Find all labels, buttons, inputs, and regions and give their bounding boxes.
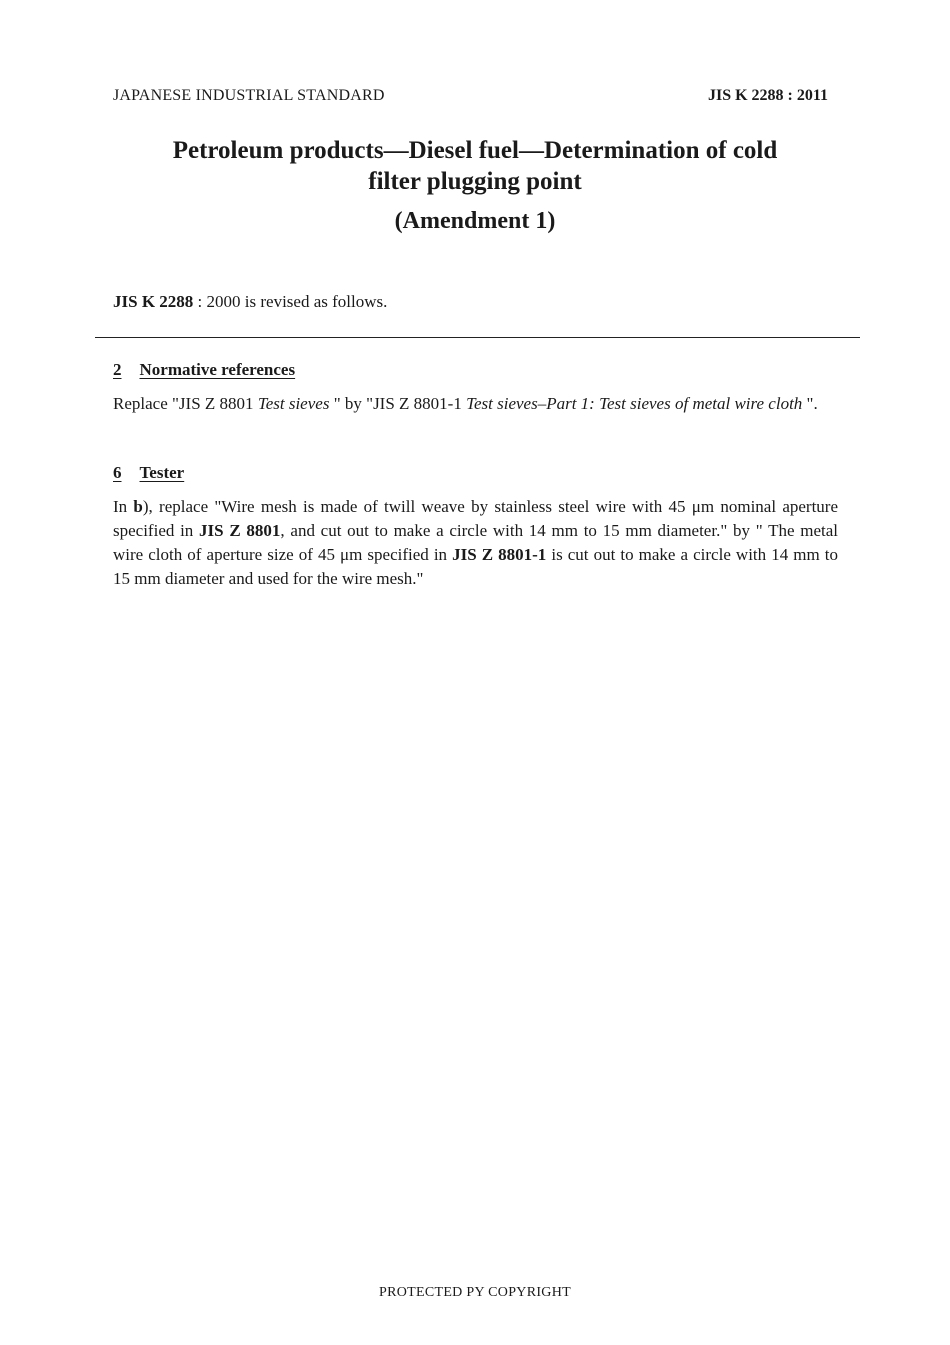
section-text-run: ".: [802, 394, 818, 413]
title-line-2: filter plugging point: [368, 168, 582, 195]
revision-intro: [113, 292, 387, 312]
section-text-run: JIS Z 8801-1: [452, 545, 547, 564]
section-text-run: , and cut out to make a circle with 14 mm to 15 mm diameter." by " The metal wire cloth of aperture size of 45 μm specified in: [113, 521, 838, 564]
amendment-label: (Amendment 1): [394, 208, 556, 234]
section-heading: [113, 463, 838, 483]
section-number: 6: [113, 463, 122, 482]
horizontal-divider: [95, 337, 860, 338]
section-title: Tester: [139, 463, 185, 482]
section-title: Normative references: [139, 360, 296, 379]
section-text-run: In: [113, 497, 134, 516]
copyright-footer: PROTECTED PY COPYRIGHT: [379, 1285, 571, 1300]
section-text-run: Replace "JIS Z 8801: [113, 394, 258, 413]
section-text-run: ), replace "Wire mesh is made of twill weave by stainless steel wire with 45 μm nominal aperture specified in: [113, 497, 838, 540]
section-body: [113, 495, 838, 591]
section-body: [113, 392, 838, 416]
section-text-run: Test sieves–Part 1: Test sieves of metal wire cloth: [466, 394, 803, 413]
intro-standard: JIS K 2288: [113, 292, 194, 311]
standard-type-header: JAPANESE INDUSTRIAL STANDARD: [113, 87, 385, 104]
section-number: 2: [113, 360, 122, 379]
section-heading: [113, 360, 838, 380]
section-text-run: Test sieves: [257, 394, 330, 413]
section-text-run: " by "JIS Z 8801-1: [329, 394, 467, 413]
intro-text: : 2000 is revised as follows.: [193, 292, 388, 311]
section-text-run: JIS Z 8801: [199, 521, 281, 540]
section-tester: [113, 463, 838, 591]
section-text-run: is cut out to make a circle with 14 mm to 15 mm diameter and used for the wire mesh.": [113, 545, 838, 588]
section-normative-references: [113, 360, 838, 416]
standard-number-header: JIS K 2288 : 2011: [707, 87, 828, 104]
section-text-run: b: [133, 497, 143, 516]
document-title: [110, 135, 840, 236]
title-line-1: Petroleum products—Diesel fuel—Determination of cold: [172, 137, 778, 164]
